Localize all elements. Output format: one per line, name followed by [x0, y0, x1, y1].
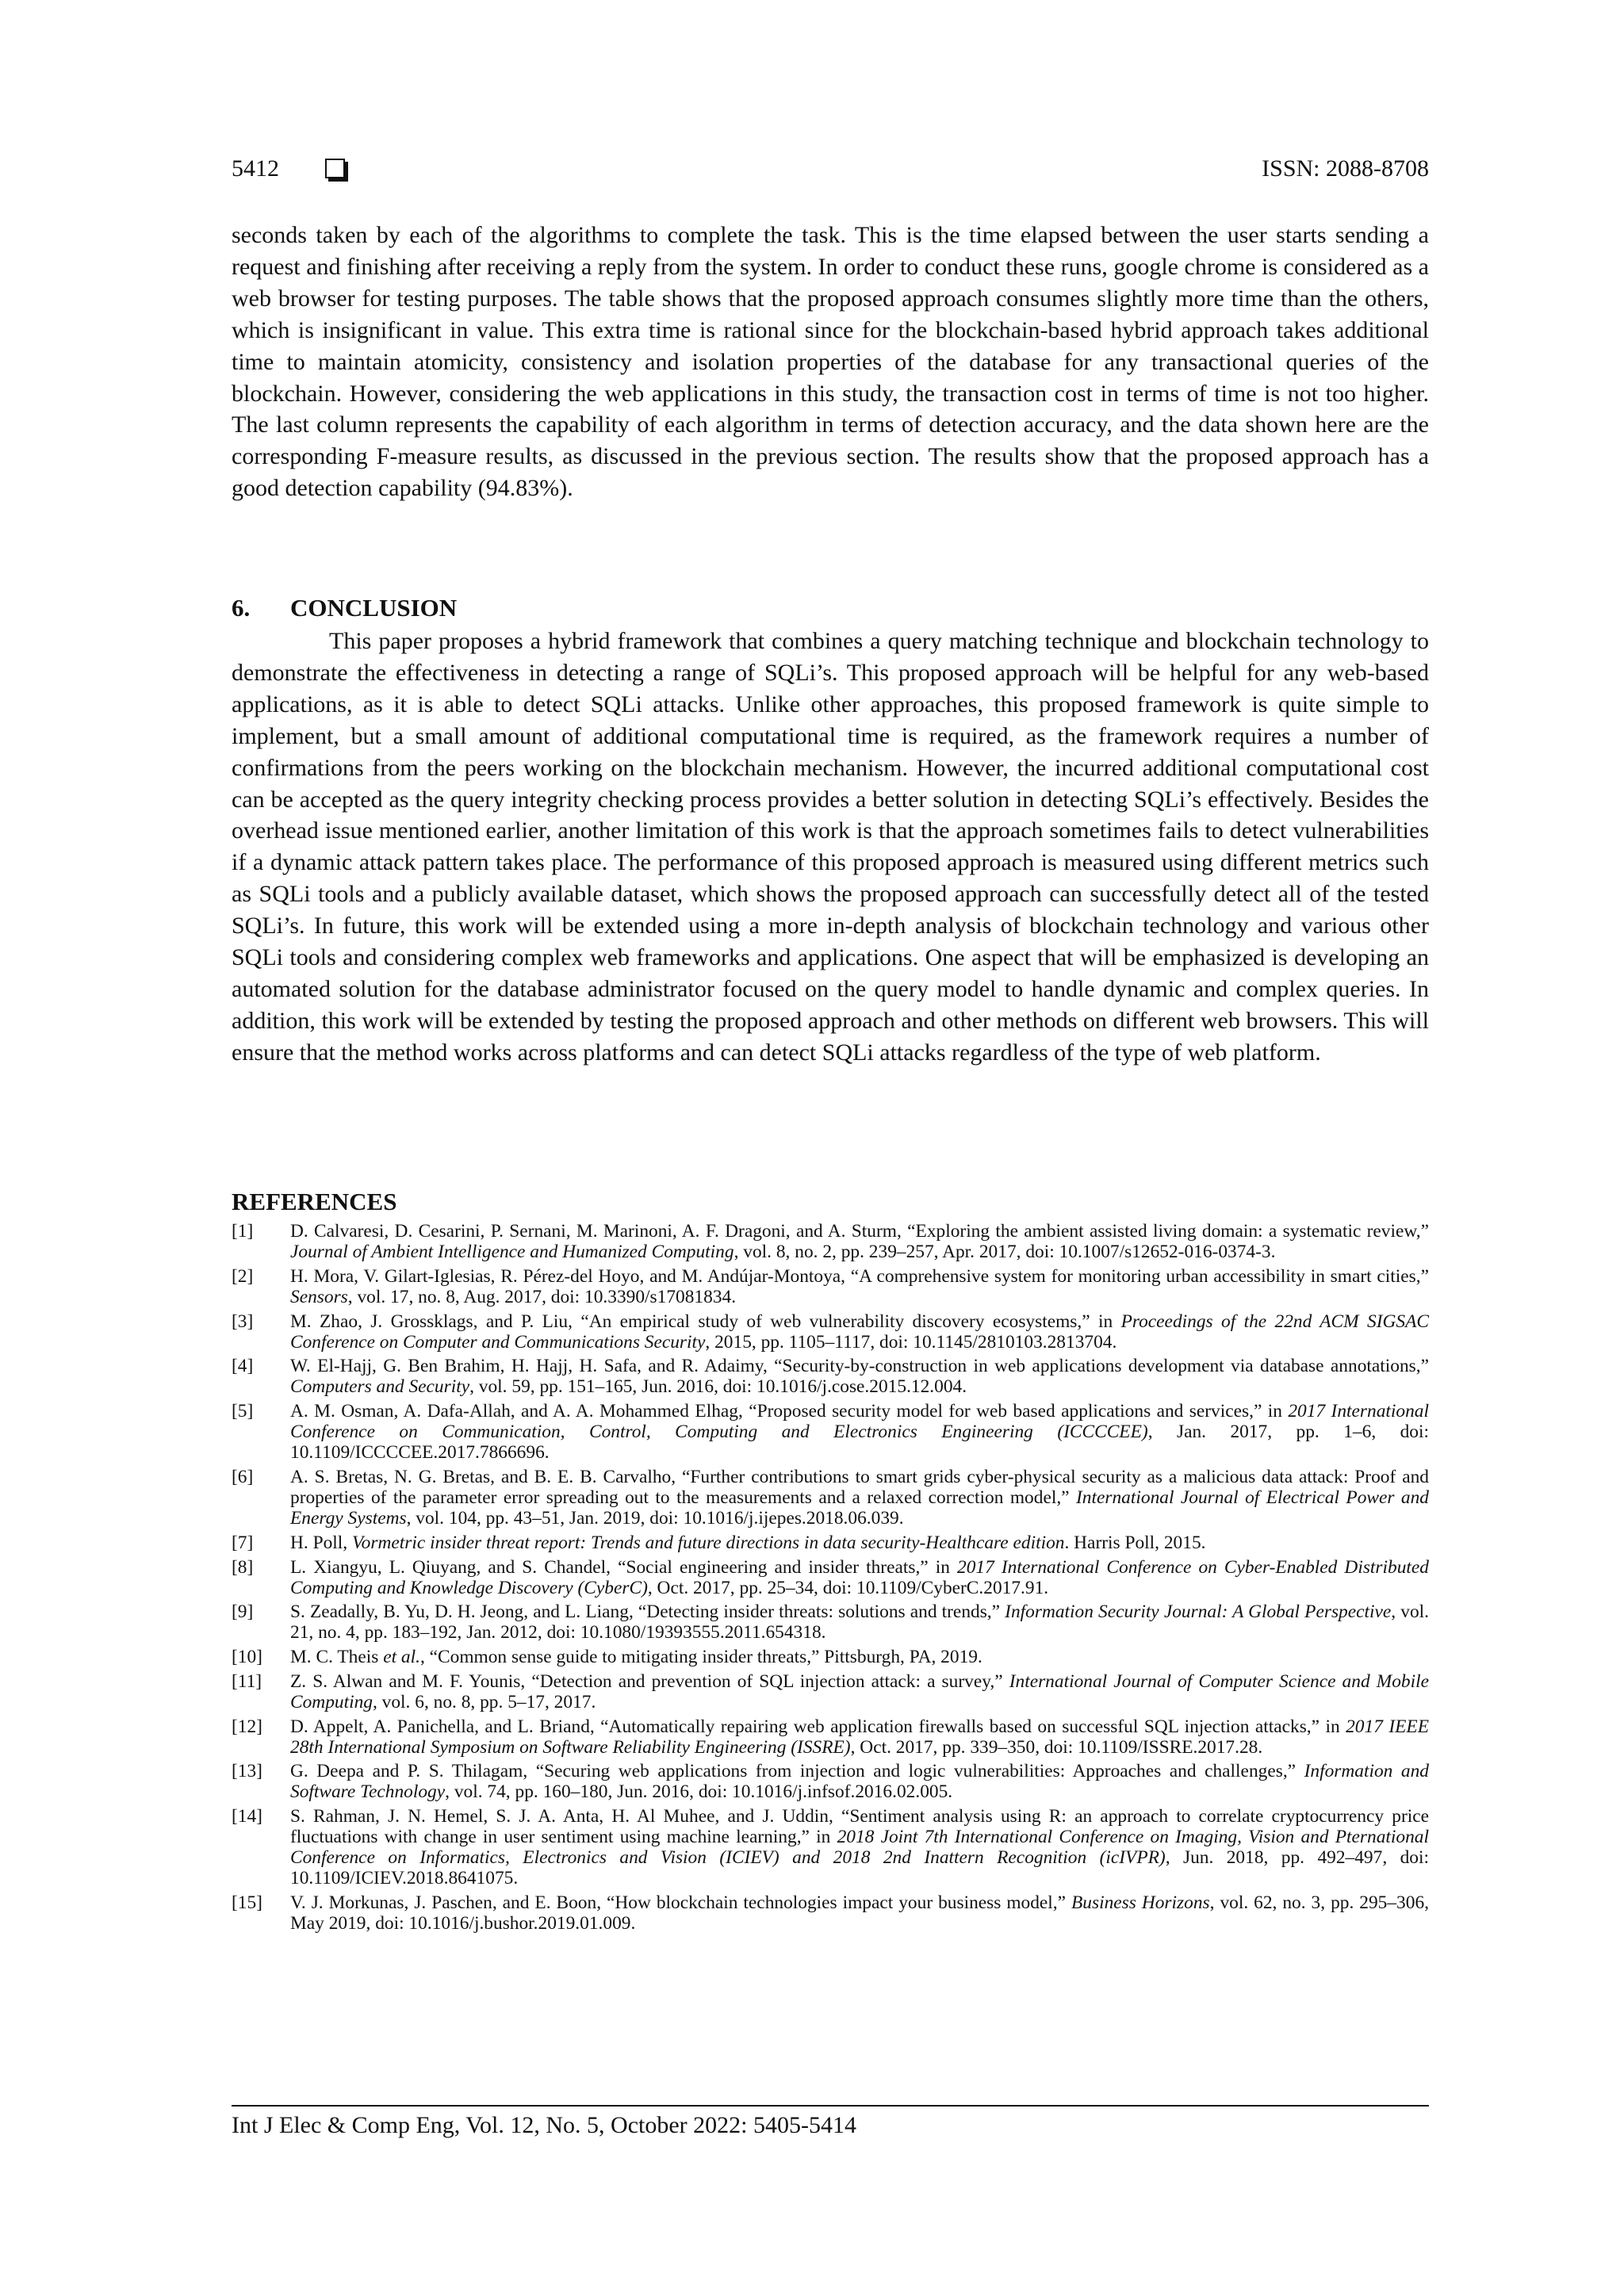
reference-number: [7] — [232, 1532, 254, 1553]
section-number: 6. — [232, 594, 251, 622]
conclusion-paragraph: This paper proposes a hybrid framework that combines a query matching technique and blockchain technology to demonstrate the effectiveness in detecting a range of SQLi’s. This proposed approach will be helpful for any web-based applications, as it is able to detect SQLi attacks. Unlike other approaches, this proposed framework is quite simple to implement, but a small amount of additional computational time is required, as the framework requires a number of confirmations from the peers working on the blockchain mechanism. However, the incurred additional computational cost can be accepted as the query integrity checking process provides a better solution in detecting SQLi’s effectively. Besides the overhead issue mentioned earlier, another limitation of this work is that the approach sometimes fails to detect vulnerabilities if a dynamic attack pattern takes place. The performance of this proposed approach is measured using different metrics such as SQLi tools and a publicly available dataset, which shows the proposed approach can successfully detect all of the tested SQLi’s. In future, this work will be extended using a more in-depth analysis of blockchain technology and various other SQLi tools and considering complex web frameworks and applications. One aspect that will be emphasized is developing an automated solution for the database administrator focused on the query model to handle dynamic and complex queries. In addition, this work will be extended by testing the proposed approach and other methods on different web browsers. This will ensure that the method works across platforms and can detect SQLi attacks regardless of the type of web platform. — [232, 628, 1429, 1066]
reference-item: [1] D. Calvaresi, D. Cesarini, P. Sernani, M. Marinoni, A. F. Dragoni, and A. Sturm, “Exploring the ambient assisted living domain: a systematic review,” Journal of Ambient Intelligence and Humanized Computing, vol. 8, no. 2, pp. 239–257, Apr. 2017, doi: 10.1007/s12652-016-0374-3. — [232, 1221, 1429, 1263]
reference-number: [13] — [232, 1761, 262, 1782]
reference-item: [9] S. Zeadally, B. Yu, D. H. Jeong, and L. Liang, “Detecting insider threats: solutions and trends,” Information Security Journal: A Global Perspective, vol. 21, no. 4, pp. 183–192, Jan. 2012, doi: 10.1080/19393555.2011.654318. — [232, 1601, 1429, 1644]
reference-number: [14] — [232, 1806, 262, 1827]
reference-item: [3] M. Zhao, J. Grossklags, and P. Liu, “An empirical study of web vulnerability discovery ecosystems,” in Proceedings of the 22nd ACM SIGSAC Conference on Computer and Communications Security, 2015, pp. 1105–1117, doi: 10.1145/2810103.2813704. — [232, 1311, 1429, 1353]
reference-number: [5] — [232, 1401, 254, 1422]
reference-item: [10] M. C. Theis et al., “Common sense guide to mitigating insider threats,” Pittsburgh, PA, 2019. — [232, 1647, 982, 1668]
reference-item: [4] W. El-Hajj, G. Ben Brahim, H. Hajj, H. Safa, and R. Adaimy, “Security-by-construction in web applications development via database annotations,” Computers and Security, vol. 59, pp. 151–165, Jun. 2016, doi: 10.1016/j.cose.2015.12.004. — [232, 1356, 1429, 1398]
journal-footer: Int J Elec & Comp Eng, Vol. 12, No. 5, October 2022: 5405-5414 — [232, 2112, 856, 2138]
reference-number: [10] — [232, 1647, 262, 1668]
page-header — [232, 155, 1429, 187]
references-heading: REFERENCES — [232, 1188, 397, 1215]
page-number: 5412 — [232, 155, 279, 182]
reference-item: [12] D. Appelt, A. Panichella, and L. Briand, “Automatically repairing web application firewalls based on successful SQL injection attacks,” in 2017 IEEE 28th International Symposium on Software Reliability Engineering (ISSRE), Oct. 2017, pp. 339–350, doi: 10.1109/ISSRE.2017.28. — [232, 1716, 1429, 1758]
reference-number: [1] — [232, 1221, 254, 1242]
reference-number: [9] — [232, 1601, 254, 1623]
intro-paragraph: seconds taken by each of the algorithms to complete the task. This is the time elapsed between the user starts sending a request and finishing after receiving a reply from the system. In order to conduct these runs, google chrome is considered as a web browser for testing purposes. The table shows that the proposed approach consumes slightly more time than the others, which is insignificant in value. This extra time is rational since for the blockchain-based hybrid approach takes additional time to maintain atomicity, consistency and isolation properties of the database for any transactional queries of the blockchain. However, considering the web applications in this study, the transaction cost in terms of time is not too higher. The last column represents the capability of each algorithm in terms of detection accuracy, and the data shown here are the corresponding F-measure results, as discussed in the previous section. The results show that the proposed approach has a good detection capability (94.83%). — [232, 222, 1429, 502]
references-list — [232, 1221, 1429, 1938]
issn: ISSN: 2088-8708 — [1262, 155, 1429, 182]
reference-number: [2] — [232, 1265, 254, 1287]
reference-item: [6] A. S. Bretas, N. G. Bretas, and B. E. B. Carvalho, “Further contributions to smart grids cyber-physical security as a malicious data attack: Proof and properties of the parameter error spreading out to the measurements and a relaxed correction model,” International Journal of Electrical Power and Energy Systems, vol. 104, pp. 43–51, Jan. 2019, doi: 10.1016/j.ijepes.2018.06.039. — [232, 1467, 1429, 1529]
section-title: CONCLUSION — [290, 594, 458, 622]
reference-item: [14] S. Rahman, J. N. Hemel, S. J. A. Anta, H. Al Muhee, and J. Uddin, “Sentiment analysis using R: an approach to correlate cryptocurrency price fluctuations with change in user sentiment using machine learning,” in 2018 Joint 7th International Conference on Imaging, Vision and Pternational Conference on Informatics, Electronics and Vision (ICIEV) and 2018 2nd Inattern Recognition (icIVPR), Jun. 2018, pp. 492–497, doi: 10.1109/ICIEV.2018.8641075. — [232, 1806, 1429, 1889]
reference-item: [15] V. J. Morkunas, J. Paschen, and E. Boon, “How blockchain technologies impact your business model,” Business Horizons, vol. 62, no. 3, pp. 295–306, May 2019, doi: 10.1016/j.bushor.2019.01.009. — [232, 1892, 1429, 1934]
reference-item: [2] H. Mora, V. Gilart-Iglesias, R. Pérez-del Hoyo, and M. Andújar-Montoya, “A comprehensive system for monitoring urban accessibility in smart cities,” Sensors, vol. 17, no. 8, Aug. 2017, doi: 10.3390/s17081834. — [232, 1265, 1429, 1307]
reference-number: [4] — [232, 1356, 254, 1377]
reference-number: [15] — [232, 1892, 262, 1914]
reference-item: [13] G. Deepa and P. S. Thilagam, “Securing web applications from injection and logic vulnerabilities: Approaches and challenges,” Information and Software Technology, vol. 74, pp. 160–180, Jun. 2016, doi: 10.1016/j.infsof.2016.02.005. — [232, 1761, 1429, 1803]
reference-item: [5] A. M. Osman, A. Dafa-Allah, and A. A. Mohammed Elhag, “Proposed security model for web based applications and services,” in 2017 International Conference on Communication, Control, Computing and Electronics Engineering (ICCCCEE), Jan. 2017, pp. 1–6, doi: 10.1109/ICCCCEE.2017.7866696. — [232, 1401, 1430, 1464]
reference-item: [7] H. Poll, Vormetric insider threat report: Trends and future directions in data security-Healthcare edition. Harris Poll, 2015. — [232, 1532, 1206, 1553]
reference-number: [12] — [232, 1716, 262, 1737]
reference-item: [11] Z. S. Alwan and M. F. Younis, “Detection and prevention of SQL injection attack: a survey,” International Journal of Computer Science and Mobile Computing, vol. 6, no. 8, pp. 5–17, 2017. — [232, 1670, 1429, 1712]
footer-divider — [232, 2105, 1429, 2107]
reference-number: [8] — [232, 1556, 254, 1578]
reference-item: [8] L. Xiangyu, L. Qiuyang, and S. Chandel, “Social engineering and insider threats,” in 2017 International Conference on Cyber-Enabled Distributed Computing and Knowledge Discovery (CyberC), Oct. 2017, pp. 25–34, doi: 10.1109/CyberC.2017.91. — [232, 1556, 1429, 1598]
conclusion-heading — [232, 594, 457, 622]
square-box-icon — [325, 159, 345, 178]
reference-number: [3] — [232, 1311, 254, 1332]
reference-number: [11] — [232, 1670, 262, 1692]
reference-number: [6] — [232, 1467, 254, 1487]
